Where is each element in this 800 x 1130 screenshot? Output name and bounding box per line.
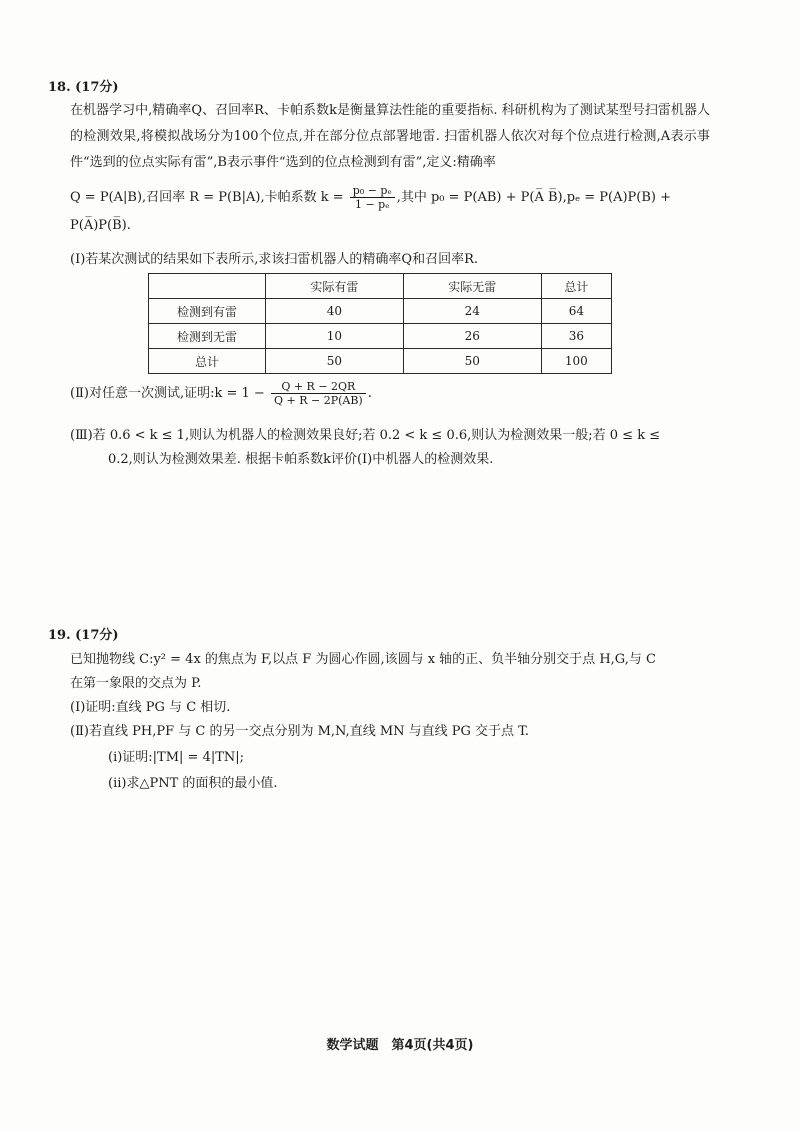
q18-part3-line2: 0.2,则认为检测效果差. 根据卡帕系数k评价(Ⅰ)中机器人的检测效果. — [108, 452, 494, 467]
q19-sub2: (ⅱ)求△PNT 的面积的最小值. — [108, 776, 278, 791]
q18-part1: (Ⅰ)若某次测试的结果如下表所示,求该扫雷机器人的精确率Q和召回率R. — [70, 252, 478, 267]
table-row — [149, 349, 612, 374]
table-cell: 100 — [541, 349, 611, 374]
table-cell: 36 — [541, 324, 611, 349]
table-cell: 50 — [266, 349, 404, 374]
table-row — [149, 324, 612, 349]
part2-numerator: Q + R − 2QR — [271, 380, 366, 394]
part2-denominator: Q + R − 2P(AB) — [273, 394, 363, 407]
q19-sub1: (ⅰ)证明:|TM| = 4|TN|; — [108, 750, 245, 765]
table-cell: 64 — [541, 299, 611, 324]
q19-part2: (Ⅱ)若直线 PH,PF 与 C 的另一交点分别为 M,N,直线 MN 与直线 PG 交于点 T. — [70, 724, 530, 739]
q18-part2-suffix: . — [367, 386, 372, 401]
page-footer: 数学试题 第4页(共4页) — [326, 1038, 474, 1053]
q19-line1: 已知抛物线 C:y² = 4x 的焦点为 F,以点 F 为圆心作圆,该圆与 x 轴的正、负半轴分别交于点 H,G,与 C — [70, 652, 656, 667]
q18-def-rest: ,其中 p₀ = P(AB) + P(A̅ B̅),pₑ = P(A)P(B) + — [396, 190, 672, 205]
q18-part3-line1: (Ⅲ)若 0.6 < k ≤ 1,则认为机器人的检测效果良好;若 0.2 < k ≤ 0.6,则认为检测效果一般;若 0 ≤ k ≤ — [70, 428, 661, 443]
table-header-cell: 实际有雷 — [266, 274, 404, 299]
table-header-cell: 总计 — [541, 274, 611, 299]
kappa-fraction — [350, 184, 395, 211]
q18-part2 — [70, 380, 372, 407]
table-header-cell — [149, 274, 266, 299]
q18-header: 18. (17分) — [48, 80, 119, 95]
table-cell: 24 — [403, 299, 541, 324]
q19-header: 19. (17分) — [48, 628, 119, 643]
q18-definitions — [70, 184, 671, 211]
table-cell: 检测到有雷 — [149, 299, 266, 324]
table-header-row — [149, 274, 612, 299]
part2-fraction — [271, 380, 366, 407]
q18-def-end: P(A̅)P(B̅). — [70, 218, 131, 233]
q19-line2: 在第一象限的交点为 P. — [70, 676, 202, 691]
table-cell: 50 — [403, 349, 541, 374]
q18-part2-prefix: (Ⅱ)对任意一次测试,证明:k = 1 − — [70, 386, 269, 401]
table-cell: 26 — [403, 324, 541, 349]
table-cell: 总计 — [149, 349, 266, 374]
table-cell: 40 — [266, 299, 404, 324]
kappa-numerator: p₀ − pₑ — [350, 184, 395, 198]
table-cell: 检测到无雷 — [149, 324, 266, 349]
table-row — [149, 299, 612, 324]
q18-def-q: Q = P(A|B),召回率 R = P(B|A),卡帕系数 k = — [70, 190, 348, 205]
q18-intro: 在机器学习中,精确率Q、召回率R、卡帕系数k是衡量算法性能的重要指标. 科研机构为了测试某型号扫雷机器人的检测效果,将模拟战场分为100个位点,并在部分位点部署地雷. 扫雷机器人依次对每个位点进行检测,A表示事件“选到的位点实际有雷”,B表示事件“选到的位点检测到有雷”,定义:精确率 — [70, 103, 710, 170]
q19-part1: (Ⅰ)证明:直线 PG 与 C 相切. — [70, 700, 231, 715]
contingency-table — [148, 273, 612, 374]
table-cell: 10 — [266, 324, 404, 349]
table-header-cell: 实际无雷 — [403, 274, 541, 299]
kappa-denominator: 1 − pₑ — [354, 198, 390, 211]
